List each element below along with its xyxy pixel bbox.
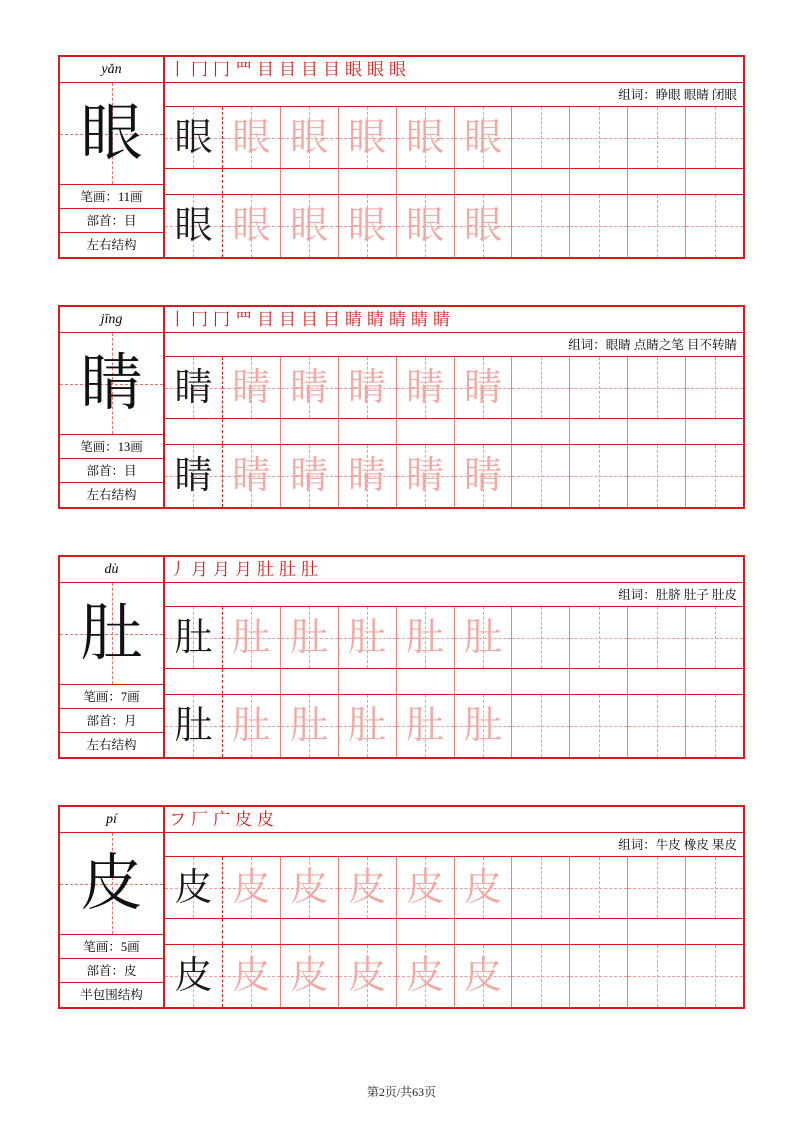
- structure-label: 左右结构: [86, 238, 137, 252]
- structure-label: 左右结构: [86, 738, 137, 752]
- practice-cell[interactable]: 睛: [223, 445, 281, 507]
- stroke-step: 睛: [345, 310, 364, 329]
- practice-cell[interactable]: 肚: [455, 695, 513, 757]
- words-row: 组词：肚脐 肚子 肚皮: [165, 583, 743, 607]
- practice-cell[interactable]: 睛: [397, 357, 455, 418]
- character-display-cell: [60, 83, 163, 185]
- stroke-step: 丨: [169, 60, 188, 79]
- blank-cell[interactable]: [223, 669, 281, 694]
- main-character: 睛: [80, 349, 143, 418]
- structure-label: 半包围结构: [80, 988, 143, 1002]
- blank-cell[interactable]: [455, 669, 513, 694]
- practice-cell[interactable]: [686, 857, 743, 918]
- practice-cell[interactable]: [628, 445, 686, 507]
- practice-cell[interactable]: [512, 857, 570, 918]
- practice-cell[interactable]: [512, 357, 570, 418]
- practice-cell[interactable]: [686, 945, 743, 1007]
- stroke-step: 冂: [213, 310, 232, 329]
- stroke-step: 目: [279, 310, 298, 329]
- words-row: 组词：睁眼 眼睛 闭眼: [165, 83, 743, 107]
- character-block: [58, 805, 745, 1009]
- blank-cell[interactable]: [686, 419, 743, 444]
- practice-row: [165, 445, 743, 507]
- practice-cell[interactable]: [628, 945, 686, 1007]
- practice-cell[interactable]: 皮: [455, 857, 513, 918]
- practice-cell[interactable]: 睛: [397, 445, 455, 507]
- practice-cell[interactable]: [512, 195, 570, 257]
- practice-cell[interactable]: [570, 195, 628, 257]
- blank-cell[interactable]: [339, 169, 397, 194]
- practice-cell[interactable]: [686, 107, 743, 168]
- stroke-step: 睛: [433, 310, 452, 329]
- practice-cell[interactable]: [686, 195, 743, 257]
- stroke-step: 厂: [191, 810, 210, 829]
- practice-cell[interactable]: [570, 107, 628, 168]
- character-display-cell: [60, 833, 163, 935]
- practice-cell[interactable]: [570, 695, 628, 757]
- practice-cell[interactable]: [628, 857, 686, 918]
- stroke-step: 肚: [257, 560, 276, 579]
- practice-cell[interactable]: 眼: [223, 195, 281, 257]
- practice-cell[interactable]: 肚: [223, 607, 281, 668]
- stroke-step: 肚: [279, 560, 298, 579]
- stroke-step: 月: [191, 560, 210, 579]
- stroke-order-row: [165, 807, 743, 833]
- practice-cell[interactable]: 皮: [397, 945, 455, 1007]
- stroke-order-row: [165, 557, 743, 583]
- practice-cell[interactable]: 皮: [281, 945, 339, 1007]
- stroke-step: 目: [323, 310, 342, 329]
- practice-cell[interactable]: [628, 195, 686, 257]
- blank-cell[interactable]: [281, 169, 339, 194]
- practice-cell[interactable]: [686, 695, 743, 757]
- practice-cell[interactable]: 肚: [165, 607, 223, 668]
- practice-cell[interactable]: 眼: [397, 195, 455, 257]
- blank-row: [165, 669, 743, 695]
- blank-cell[interactable]: [512, 419, 570, 444]
- blank-cell[interactable]: [455, 919, 513, 944]
- blank-cell[interactable]: [397, 919, 455, 944]
- blank-cell[interactable]: [570, 919, 628, 944]
- practice-cell[interactable]: 皮: [223, 945, 281, 1007]
- stroke-step: 丨: [169, 310, 188, 329]
- practice-cell[interactable]: 皮: [455, 945, 513, 1007]
- practice-cell[interactable]: 眼: [281, 107, 339, 168]
- practice-cell[interactable]: 眼: [397, 107, 455, 168]
- blank-cell[interactable]: [455, 419, 513, 444]
- practice-cell[interactable]: 皮: [223, 857, 281, 918]
- practice-cell[interactable]: 眼: [165, 107, 223, 168]
- blank-cell[interactable]: [339, 669, 397, 694]
- main-character: 肚: [80, 599, 143, 668]
- practice-cell[interactable]: 睛: [339, 445, 397, 507]
- practice-cell[interactable]: [570, 357, 628, 418]
- stroke-count-label: 笔画：11画: [60, 185, 163, 209]
- blank-cell[interactable]: [397, 419, 455, 444]
- practice-cell[interactable]: 睛: [165, 445, 223, 507]
- blank-cell[interactable]: [686, 669, 743, 694]
- character-block: [58, 55, 745, 259]
- practice-cell[interactable]: 肚: [281, 695, 339, 757]
- blank-cell[interactable]: [512, 919, 570, 944]
- stroke-step: 眼: [345, 60, 364, 79]
- radical-label: 部首：月: [60, 709, 163, 733]
- practice-cell[interactable]: 肚: [339, 607, 397, 668]
- structure-label: 左右结构: [86, 488, 137, 502]
- practice-cell[interactable]: [628, 695, 686, 757]
- practice-cell[interactable]: 眼: [455, 107, 513, 168]
- blank-cell[interactable]: [455, 169, 513, 194]
- practice-cell[interactable]: 眼: [339, 195, 397, 257]
- blank-cell[interactable]: [512, 669, 570, 694]
- stroke-count-label: 笔画：7画: [60, 685, 163, 709]
- practice-cell[interactable]: 眼: [165, 195, 223, 257]
- practice-cell[interactable]: 肚: [339, 695, 397, 757]
- practice-column: [165, 57, 743, 257]
- main-character: 皮: [80, 849, 143, 918]
- stroke-step: 月: [213, 560, 232, 579]
- blank-cell[interactable]: [570, 419, 628, 444]
- practice-cell[interactable]: 肚: [455, 607, 513, 668]
- practice-cell[interactable]: 皮: [165, 945, 223, 1007]
- blank-cell[interactable]: [339, 919, 397, 944]
- practice-cell[interactable]: [686, 445, 743, 507]
- practice-cell[interactable]: 眼: [281, 195, 339, 257]
- practice-cell[interactable]: 肚: [397, 607, 455, 668]
- practice-cell[interactable]: 皮: [339, 945, 397, 1007]
- practice-cell[interactable]: 肚: [281, 607, 339, 668]
- blank-cell[interactable]: [512, 169, 570, 194]
- practice-cell[interactable]: [512, 445, 570, 507]
- practice-cell[interactable]: 睛: [339, 357, 397, 418]
- stroke-step: 睛: [367, 310, 386, 329]
- character-block: [58, 555, 745, 759]
- blank-cell[interactable]: [281, 919, 339, 944]
- practice-cell[interactable]: 睛: [281, 357, 339, 418]
- stroke-step: 目: [257, 310, 276, 329]
- practice-row: [165, 945, 743, 1007]
- practice-cell[interactable]: 眼: [223, 107, 281, 168]
- blank-cell[interactable]: [686, 169, 743, 194]
- character-info-column: [60, 807, 165, 1007]
- pinyin-label: pí: [60, 807, 163, 833]
- practice-cell[interactable]: 睛: [455, 357, 513, 418]
- blank-row: [165, 919, 743, 945]
- practice-cell[interactable]: [628, 107, 686, 168]
- practice-cell[interactable]: [570, 857, 628, 918]
- page-footer: 第2页/共63页: [366, 1085, 437, 1099]
- character-block: [58, 305, 745, 509]
- stroke-order-row: [165, 307, 743, 333]
- practice-cell[interactable]: [570, 945, 628, 1007]
- stroke-step: 肚: [301, 560, 320, 579]
- practice-cell[interactable]: 肚: [223, 695, 281, 757]
- character-display-cell: [60, 583, 163, 685]
- blank-cell[interactable]: [628, 919, 686, 944]
- practice-cell[interactable]: 睛: [223, 357, 281, 418]
- blank-cell[interactable]: [165, 669, 223, 694]
- practice-row: [165, 195, 743, 257]
- stroke-step: 睛: [389, 310, 408, 329]
- practice-cell[interactable]: [570, 607, 628, 668]
- stroke-step: 月: [235, 560, 254, 579]
- stroke-step: 目: [301, 310, 320, 329]
- stroke-step: 冂: [191, 60, 210, 79]
- blank-cell[interactable]: [339, 419, 397, 444]
- pinyin-label: yǎn: [60, 57, 163, 83]
- blank-cell[interactable]: [628, 169, 686, 194]
- blank-cell[interactable]: [570, 669, 628, 694]
- stroke-step: 罒: [235, 60, 254, 79]
- practice-cell[interactable]: 皮: [281, 857, 339, 918]
- practice-cell[interactable]: [628, 357, 686, 418]
- blank-cell[interactable]: [165, 169, 223, 194]
- practice-cell[interactable]: 肚: [165, 695, 223, 757]
- stroke-step: 目: [279, 60, 298, 79]
- pinyin-label: dù: [60, 557, 163, 583]
- practice-column: [165, 807, 743, 1007]
- stroke-step: 丿: [169, 560, 188, 579]
- stroke-step: 目: [257, 60, 276, 79]
- practice-cell[interactable]: [512, 945, 570, 1007]
- practice-cell[interactable]: 皮: [397, 857, 455, 918]
- stroke-step: 眼: [389, 60, 408, 79]
- character-info-column: [60, 557, 165, 757]
- practice-row: [165, 695, 743, 757]
- blank-cell[interactable]: [628, 669, 686, 694]
- blank-row: [165, 419, 743, 445]
- practice-row: [165, 357, 743, 419]
- stroke-count-label: 笔画：13画: [60, 435, 163, 459]
- character-info-column: [60, 57, 165, 257]
- practice-cell[interactable]: [686, 607, 743, 668]
- stroke-step: 眼: [367, 60, 386, 79]
- stroke-step: 冂: [191, 310, 210, 329]
- blank-cell[interactable]: [686, 919, 743, 944]
- character-display-cell: [60, 333, 163, 435]
- words-row: 组词：牛皮 橡皮 果皮: [165, 833, 743, 857]
- blank-cell[interactable]: [397, 169, 455, 194]
- practice-cell[interactable]: 睛: [281, 445, 339, 507]
- practice-cell[interactable]: 眼: [455, 195, 513, 257]
- stroke-count-label: 笔画：5画: [60, 935, 163, 959]
- practice-column: [165, 557, 743, 757]
- practice-cell[interactable]: [686, 357, 743, 418]
- stroke-step: 睛: [411, 310, 430, 329]
- stroke-step: 目: [301, 60, 320, 79]
- practice-row: [165, 107, 743, 169]
- practice-cell[interactable]: 皮: [165, 857, 223, 918]
- character-info-column: [60, 307, 165, 507]
- blank-cell[interactable]: [223, 919, 281, 944]
- blank-cell[interactable]: [281, 419, 339, 444]
- stroke-step: 冂: [213, 60, 232, 79]
- words-row: 组词：眼睛 点睛之笔 目不转睛: [165, 333, 743, 357]
- practice-cell[interactable]: [512, 607, 570, 668]
- practice-cell[interactable]: 睛: [455, 445, 513, 507]
- blank-cell[interactable]: [223, 419, 281, 444]
- blank-cell[interactable]: [165, 419, 223, 444]
- practice-cell[interactable]: 睛: [165, 357, 223, 418]
- stroke-order-row: [165, 57, 743, 83]
- blank-cell[interactable]: [628, 419, 686, 444]
- radical-label: 部首：目: [60, 209, 163, 233]
- practice-cell[interactable]: 皮: [339, 857, 397, 918]
- blank-row: [165, 169, 743, 195]
- practice-cell[interactable]: 眼: [339, 107, 397, 168]
- blank-cell[interactable]: [281, 669, 339, 694]
- stroke-step: フ: [169, 810, 188, 829]
- stroke-step: 广: [213, 810, 232, 829]
- practice-row: [165, 857, 743, 919]
- blank-cell[interactable]: [570, 169, 628, 194]
- stroke-step: 皮: [257, 810, 276, 829]
- stroke-step: 目: [323, 60, 342, 79]
- blank-cell[interactable]: [165, 919, 223, 944]
- radical-label: 部首：目: [60, 459, 163, 483]
- main-character: 眼: [80, 99, 143, 168]
- practice-column: [165, 307, 743, 507]
- practice-cell[interactable]: [512, 695, 570, 757]
- stroke-step: 皮: [235, 810, 254, 829]
- blank-cell[interactable]: [397, 669, 455, 694]
- practice-row: [165, 607, 743, 669]
- pinyin-label: jīng: [60, 307, 163, 333]
- blank-cell[interactable]: [223, 169, 281, 194]
- practice-cell[interactable]: [628, 607, 686, 668]
- practice-cell[interactable]: [570, 445, 628, 507]
- stroke-step: 罒: [235, 310, 254, 329]
- practice-cell[interactable]: 肚: [397, 695, 455, 757]
- practice-cell[interactable]: [512, 107, 570, 168]
- radical-label: 部首：皮: [60, 959, 163, 983]
